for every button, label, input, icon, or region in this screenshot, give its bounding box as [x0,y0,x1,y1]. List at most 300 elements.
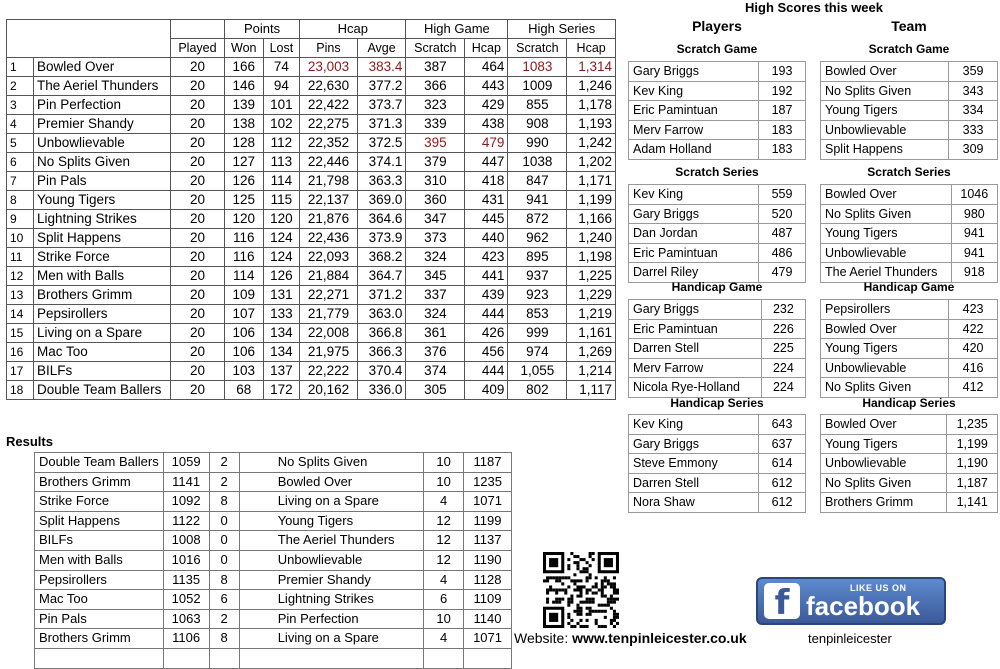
score-value: 232 [761,300,805,320]
home-score: 1092 [163,492,209,512]
won-header: Won [224,39,263,58]
score-value: 192 [759,81,806,101]
cell-hg_s: 387 [406,58,465,77]
cell-hg_s: 360 [406,191,465,210]
cell-hs_s: 1,055 [508,362,567,381]
score-name: No Splits Given [821,378,949,398]
list-item [821,300,998,320]
cell-hs_s: 962 [508,229,567,248]
cell-lost: 94 [263,77,300,96]
list-item [821,378,998,398]
table-row [35,570,512,590]
score-name: Adam Holland [629,140,759,160]
score-name: Eric Pamintuan [629,243,759,263]
list-item [821,224,998,244]
score-value: 183 [759,140,806,160]
cell-team: Split Happens [34,229,171,248]
cell-hs_h: 1,198 [567,248,616,267]
cell-hg_s: 374 [406,362,465,381]
cell-played: 20 [171,153,225,172]
table-row [7,343,616,362]
high-game-scratch-header: Scratch [406,39,465,58]
players-heading: Players [692,18,742,34]
score-value: 359 [949,62,998,82]
cell-won: 139 [224,96,263,115]
home-score: 1059 [163,453,209,473]
empty-cell [464,648,512,668]
table-row [35,453,512,473]
list-item [821,204,998,224]
cell-hs_h: 1,193 [567,115,616,134]
cell-hs_h: 1,314 [567,58,616,77]
cell-hg_h: 423 [465,248,508,267]
cell-hs_s: 1083 [508,58,567,77]
cell-played: 20 [171,191,225,210]
cell-hg_h: 464 [465,58,508,77]
cell-hs_s: 802 [508,381,567,400]
cell-team: Men with Balls [34,267,171,286]
table-row [7,58,616,77]
cell-lost: 133 [263,305,300,324]
home-score: 1135 [163,570,209,590]
away-points: 6 [424,590,464,610]
table-row [35,492,512,512]
home-score: 1063 [163,609,209,629]
cell-lost: 131 [263,286,300,305]
score-value: 941 [951,224,997,244]
cell-avge: 364.6 [357,210,406,229]
table-row [35,609,512,629]
score-name: Bowled Over [821,319,949,339]
cell-hg_h: 439 [465,286,508,305]
home-score: 1122 [163,511,209,531]
website-line [514,630,747,646]
score-value: 226 [761,319,805,339]
cell-hs_s: 908 [508,115,567,134]
home-points: 2 [209,609,239,629]
list-item [821,81,998,101]
cell-pos: 2 [7,77,34,96]
cell-hs_s: 895 [508,248,567,267]
high-series-scratch-header: Scratch [508,39,567,58]
score-value: 224 [761,378,805,398]
cell-team: Bowled Over [34,58,171,77]
score-name: Steve Emmony [629,454,759,474]
cell-hs_s: 923 [508,286,567,305]
cell-hg_h: 445 [465,210,508,229]
score-name: Eric Pamintuan [629,319,762,339]
cell-played: 20 [171,210,225,229]
cell-lost: 124 [263,229,300,248]
list-item [629,204,806,224]
score-value: 612 [759,493,806,513]
score-value: 224 [761,358,805,378]
cell-lost: 113 [263,153,300,172]
website-link[interactable]: www.tenpinleicester.co.uk [572,630,747,646]
score-name: Kev King [629,185,759,205]
table-row [7,134,616,153]
list-item [629,434,806,454]
cell-hs_h: 1,171 [567,172,616,191]
table-row [7,305,616,324]
cell-team: Living on a Spare [34,324,171,343]
away-team: Unbowlievable [239,550,423,570]
table-row [7,77,616,96]
cell-hs_s: 974 [508,343,567,362]
list-item [629,473,806,493]
home-points: 2 [209,472,239,492]
cell-pins: 22,422 [300,96,358,115]
cell-hg_h: 444 [465,305,508,324]
away-points: 10 [424,453,464,473]
home-team: BILFs [35,531,164,551]
league-body [7,58,616,400]
cell-hg_h: 443 [465,77,508,96]
score-value: 559 [759,185,806,205]
cell-pos: 12 [7,267,34,286]
score-value: 423 [949,300,998,320]
cell-played: 20 [171,381,225,400]
cell-hg_h: 441 [465,267,508,286]
list-item [629,120,806,140]
cell-hs_s: 990 [508,134,567,153]
cell-avge: 373.7 [357,96,406,115]
score-value: 416 [949,358,998,378]
cell-pos: 11 [7,248,34,267]
cell-pos: 9 [7,210,34,229]
score-value: 1046 [951,185,997,205]
list-item [629,493,806,513]
cell-avge: 383.4 [357,58,406,77]
list-item [821,493,998,513]
away-team: Living on a Spare [239,492,423,512]
cell-lost: 101 [263,96,300,115]
list-item [821,185,998,205]
cell-pos: 16 [7,343,34,362]
team-section-heading: Scratch Series [867,165,951,179]
score-value: 479 [759,263,806,283]
home-team: Pepsirollers [35,570,164,590]
cell-lost: 115 [263,191,300,210]
cell-avge: 363.0 [357,305,406,324]
team-section-heading: Handicap Series [862,396,956,410]
high-game-hcap-header: Hcap [465,39,508,58]
cell-won: 116 [224,229,263,248]
cell-avge: 366.3 [357,343,406,362]
players-score-table [628,299,806,398]
home-score: 1106 [163,629,209,649]
cell-won: 127 [224,153,263,172]
cell-avge: 363.3 [357,172,406,191]
cell-hs_s: 999 [508,324,567,343]
cell-hg_s: 345 [406,267,465,286]
cell-lost: 120 [263,210,300,229]
cell-hs_h: 1,229 [567,286,616,305]
cell-hg_s: 323 [406,96,465,115]
score-value: 193 [759,62,806,82]
empty-cell [163,648,209,668]
score-name: Bowled Over [821,62,949,82]
score-value: 637 [759,434,806,454]
away-points: 4 [424,570,464,590]
avge-header: Avge [357,39,406,58]
cell-played: 20 [171,305,225,324]
list-item [821,358,998,378]
home-team: Strike Force [35,492,164,512]
empty-cell [209,648,239,668]
players-score-table [628,61,806,160]
home-team: Brothers Grimm [35,472,164,492]
score-name: Gary Briggs [629,62,759,82]
cell-hg_s: 324 [406,248,465,267]
away-score: 1109 [464,590,512,610]
table-row [7,115,616,134]
cell-hg_s: 339 [406,115,465,134]
cell-played: 20 [171,267,225,286]
list-item [821,415,998,435]
cell-hs_h: 1,225 [567,267,616,286]
score-value: 1,141 [947,493,998,513]
score-name: No Splits Given [821,204,952,224]
score-name: Kev King [629,81,759,101]
table-row [7,229,616,248]
score-name: Nicola Rye-Holland [629,378,762,398]
cell-team: Pin Perfection [34,96,171,115]
cell-won: 120 [224,210,263,229]
score-value: 422 [949,319,998,339]
cell-avge: 371.2 [357,286,406,305]
away-team: Pin Perfection [239,609,423,629]
cell-won: 146 [224,77,263,96]
cell-pos: 17 [7,362,34,381]
away-score: 1140 [464,609,512,629]
cell-team: Brothers Grimm [34,286,171,305]
players-section-heading: Handicap Series [670,396,764,410]
away-team: Living on a Spare [239,629,423,649]
cell-won: 109 [224,286,263,305]
away-points: 12 [424,550,464,570]
cell-played: 20 [171,58,225,77]
score-value: 614 [759,454,806,474]
list-item [629,81,806,101]
home-points: 2 [209,453,239,473]
away-score: 1128 [464,570,512,590]
score-value: 225 [761,339,805,359]
cell-pins: 22,222 [300,362,358,381]
cell-played: 20 [171,172,225,191]
score-value: 486 [759,243,806,263]
cell-played: 20 [171,343,225,362]
facebook-like-text: LIKE US ON [850,583,907,593]
cell-team: Mac Too [34,343,171,362]
cell-hg_s: 373 [406,229,465,248]
team-score-table [820,184,998,283]
cell-played: 20 [171,134,225,153]
list-item [629,378,806,398]
cell-hg_h: 444 [465,362,508,381]
cell-pos: 5 [7,134,34,153]
away-score: 1071 [464,629,512,649]
away-team: Lightning Strikes [239,590,423,610]
away-team: Premier Shandy [239,570,423,590]
away-team: Young Tigers [239,511,423,531]
away-team: Bowled Over [239,472,423,492]
cell-hs_h: 1,242 [567,134,616,153]
score-name: Pepsirollers [821,300,949,320]
facebook-icon[interactable] [756,577,946,625]
cell-hg_s: 366 [406,77,465,96]
score-value: 487 [759,224,806,244]
score-name: Unbowlievable [821,454,947,474]
cell-pins: 22,275 [300,115,358,134]
home-score: 1141 [163,472,209,492]
cell-pins: 21,798 [300,172,358,191]
facebook-f-icon: f [764,583,800,619]
table-row [35,531,512,551]
list-item [821,473,998,493]
home-team: Brothers Grimm [35,629,164,649]
table-row [7,324,616,343]
cell-pos: 18 [7,381,34,400]
away-score: 1187 [464,453,512,473]
high-game-header: High Game [406,20,508,39]
list-item [821,243,998,263]
cell-lost: 126 [263,267,300,286]
home-points: 0 [209,531,239,551]
blank-header [7,20,171,58]
score-value: 183 [759,120,806,140]
cell-lost: 74 [263,58,300,77]
score-name: Darren Stell [629,339,762,359]
table-row [35,550,512,570]
cell-played: 20 [171,115,225,134]
pins-header: Pins [300,39,358,58]
cell-pos: 6 [7,153,34,172]
table-row [7,191,616,210]
cell-team: Lightning Strikes [34,210,171,229]
cell-hg_s: 379 [406,153,465,172]
lost-header: Lost [263,39,300,58]
cell-hg_h: 456 [465,343,508,362]
score-value: 1,187 [947,473,998,493]
home-team: Pin Pals [35,609,164,629]
home-team: Split Happens [35,511,164,531]
cell-pins: 22,436 [300,229,358,248]
cell-won: 138 [224,115,263,134]
score-value: 643 [759,415,806,435]
cell-won: 106 [224,343,263,362]
cell-pos: 14 [7,305,34,324]
cell-team: Premier Shandy [34,115,171,134]
cell-pins: 21,975 [300,343,358,362]
table-row [7,248,616,267]
cell-won: 126 [224,172,263,191]
team-score-table [820,61,998,160]
blank-played-header [171,20,225,39]
score-name: Unbowlievable [821,243,952,263]
players-section-heading: Scratch Series [675,165,759,179]
score-name: Darren Stell [629,473,759,493]
table-row [7,172,616,191]
cell-hs_h: 1,178 [567,96,616,115]
cell-hg_h: 431 [465,191,508,210]
players-score-table [628,414,806,513]
score-value: 412 [949,378,998,398]
away-score: 1199 [464,511,512,531]
score-name: Bowled Over [821,185,952,205]
cell-pos: 4 [7,115,34,134]
cell-pins: 23,003 [300,58,358,77]
list-item [821,434,998,454]
players-score-table [628,184,806,283]
score-value: 309 [949,140,998,160]
score-value: 187 [759,101,806,121]
cell-played: 20 [171,77,225,96]
score-value: 1,235 [947,415,998,435]
hcap-header: Hcap [300,20,406,39]
table-row [7,362,616,381]
cell-avge: 369.0 [357,191,406,210]
cell-lost: 134 [263,324,300,343]
score-value: 334 [949,101,998,121]
cell-hg_h: 418 [465,172,508,191]
cell-hs_h: 1,214 [567,362,616,381]
cell-hg_s: 310 [406,172,465,191]
cell-lost: 102 [263,115,300,134]
table-row [7,286,616,305]
list-item [629,243,806,263]
cell-avge: 374.1 [357,153,406,172]
cell-team: Pepsirollers [34,305,171,324]
score-value: 343 [949,81,998,101]
score-name: Dan Jordan [629,224,759,244]
score-value: 420 [949,339,998,359]
list-item [629,319,806,339]
cell-hs_s: 872 [508,210,567,229]
team-section-heading: Handicap Game [863,280,955,294]
score-name: Kev King [629,415,759,435]
high-series-hcap-header: Hcap [567,39,616,58]
list-item [629,224,806,244]
cell-lost: 172 [263,381,300,400]
score-value: 520 [759,204,806,224]
score-value: 612 [759,473,806,493]
cell-hg_h: 429 [465,96,508,115]
cell-hs_h: 1,202 [567,153,616,172]
cell-hs_h: 1,117 [567,381,616,400]
cell-played: 20 [171,324,225,343]
score-name: Young Tigers [821,434,947,454]
list-item [629,185,806,205]
home-score: 1052 [163,590,209,610]
cell-played: 20 [171,96,225,115]
cell-lost: 114 [263,172,300,191]
cell-hs_s: 941 [508,191,567,210]
cell-team: Unbowlievable [34,134,171,153]
list-item [821,454,998,474]
table-row [7,153,616,172]
cell-lost: 137 [263,362,300,381]
cell-won: 107 [224,305,263,324]
cell-hs_s: 937 [508,267,567,286]
away-score: 1190 [464,550,512,570]
cell-won: 68 [224,381,263,400]
table-row [35,472,512,492]
away-points: 10 [424,472,464,492]
score-name: Young Tigers [821,101,949,121]
cell-avge: 364.7 [357,267,406,286]
points-header: Points [224,20,299,39]
